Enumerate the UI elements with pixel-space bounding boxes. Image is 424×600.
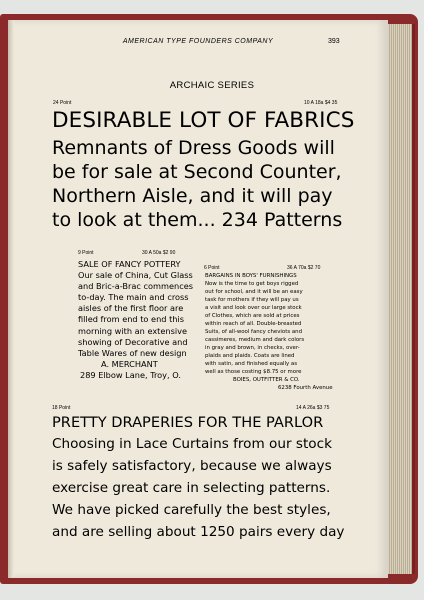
specimen-6-line: out for school, and it will be an easy <box>205 289 303 295</box>
price-label-18: 14 A 26a $3 75 <box>296 405 330 411</box>
specimen-6-line: task for mothers if they will pay us <box>205 297 299 303</box>
specimen-24-line-5: to look at them... 234 Patterns <box>52 209 343 231</box>
specimen-24-line-3: be for sale at Second Counter, <box>52 161 342 183</box>
specimen-18-line-2: Choosing in Lace Curtains from our stock <box>52 436 332 452</box>
specimen-6-line: with satin, and finished equally as <box>205 361 298 367</box>
specimen-9-line: Table Wares of new design <box>78 347 187 358</box>
specimen-18-line-5: We have picked carefully the best styles, <box>52 502 331 518</box>
price-label-6: 36 A 70a $2 70 <box>287 265 321 271</box>
specimen-18-line-6: and are selling about 1250 pairs every day <box>52 524 345 540</box>
specimen-9-line: SALE OF FANCY POTTERY <box>78 259 181 269</box>
specimen-9-line: and Bric-a-Brac commences <box>78 281 193 292</box>
size-label-24: 24 Point <box>53 100 72 106</box>
size-label-6: 6 Point <box>204 265 220 271</box>
specimen-6-signature: BOIES, OUTFITTER & CO. <box>233 377 300 383</box>
specimen-6-address: 6238 Fourth Avenue <box>278 385 333 391</box>
size-label-9: 9 Point <box>78 250 94 256</box>
specimen-24-line-4: Northern Aisle, and it will pay <box>52 185 333 207</box>
specimen-6-line: Suits, of all-wool fancy cheviots and <box>205 329 302 335</box>
price-label-24: 10 A 18a $4 35 <box>304 100 338 106</box>
specimen-9-line: to-day. The main and cross <box>78 292 189 303</box>
size-label-18: 18 Point <box>52 405 71 411</box>
series-title: ARCHAIC SERIES <box>169 80 255 91</box>
specimen-6-line: BARGAINS IN BOYS' FURNISHINGS <box>205 273 297 279</box>
page-number: 393 <box>328 38 340 45</box>
specimen-9-column <box>78 259 193 381</box>
specimen-9-line: aisles of the first floor are <box>78 303 184 314</box>
specimen-9-signature: A. MERCHANT <box>101 358 158 369</box>
specimen-6-line: cassimeres, medium and dark colors <box>205 337 305 343</box>
specimen-9-line: filled from end to end this <box>78 314 185 325</box>
page-gutter <box>8 20 14 578</box>
specimen-6-line: in gray and brown, in checks, over- <box>205 345 300 351</box>
specimen-24-line-1: DESIRABLE LOT OF FABRICS <box>52 108 355 133</box>
specimen-9-line: morning with an extensive <box>78 325 188 336</box>
specimen-9-line: Our sale of China, Cut Glass <box>78 270 193 281</box>
specimen-6-line: a visit and look over our large stock <box>205 305 302 311</box>
specimen-6-column <box>205 272 333 392</box>
specimen-24-line-2: Remnants of Dress Goods will <box>52 137 335 159</box>
running-head: AMERICAN TYPE FOUNDERS COMPANY <box>122 38 274 45</box>
specimen-9-address: 289 Elbow Lane, Troy, O. <box>80 369 181 380</box>
specimen-18-line-1: PRETTY DRAPERIES FOR THE PARLOR <box>52 414 324 431</box>
specimen-6-line: within reach of all. Double-breasted <box>205 321 302 327</box>
price-label-9: 30 A 50a $2 90 <box>142 250 176 256</box>
page-edges <box>388 24 415 574</box>
specimen-18-line-3: is safely satisfactory, because we always <box>52 458 332 474</box>
specimen-6-line: of Clothes, which are sold at prices <box>205 313 300 319</box>
specimen-6-line: plaids and plaids. Coats are lined <box>205 353 295 359</box>
specimen-9-line: showing of Decorative and <box>78 336 188 347</box>
specimen-6-line: well as those costing $8.75 or more <box>205 369 302 375</box>
specimen-6-line: Now is the time to get boys rigged <box>205 281 299 287</box>
specimen-18-line-4: exercise great care in selecting patterns. <box>52 480 331 496</box>
